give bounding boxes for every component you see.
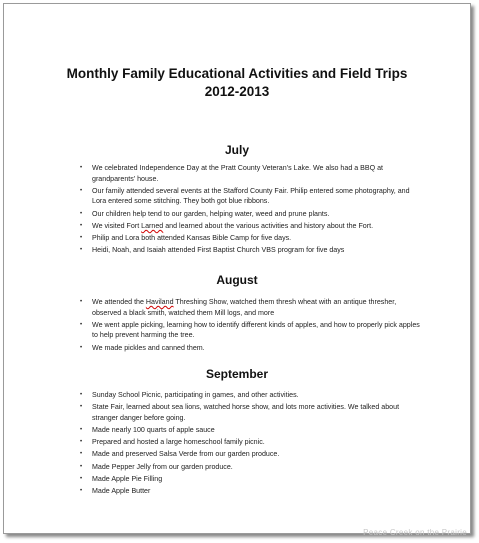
bullet-icon: • — [80, 463, 83, 470]
bullet-icon: • — [80, 451, 83, 458]
bullet-icon: • — [80, 487, 83, 494]
bullet-icon: • — [80, 187, 83, 194]
bullet-icon: • — [80, 321, 83, 328]
list-item — [80, 437, 420, 448]
list-item-text: Made Pepper Jelly from our garden produce. — [92, 462, 233, 471]
list-item — [80, 486, 420, 497]
document-year: 2012-2013 — [204, 84, 270, 99]
list-item — [80, 186, 420, 207]
bullet-icon: • — [80, 234, 83, 241]
spellcheck-word: Haviland — [145, 298, 174, 306]
list-item-text: Made Apple Butter — [92, 486, 151, 495]
list-item-text: We celebrated Independence Day at the Pratt County Veteran’s Lake. We also had a BBQ at grandparents’ house. — [92, 164, 384, 183]
list-item — [80, 163, 420, 184]
august-list — [80, 297, 420, 355]
bullet-icon: • — [80, 439, 83, 446]
bullet-icon: • — [80, 247, 83, 254]
list-item — [80, 402, 420, 423]
september-list — [80, 390, 420, 498]
list-item-text: We attended the — [92, 298, 146, 306]
watermark: Peace Creek on the Prairie — [363, 528, 467, 537]
section-heading-september: September — [205, 367, 269, 381]
list-item-text: Prepared and hosted a large homeschool family picnic. — [92, 438, 265, 447]
list-item-text: We visited Fort — [92, 221, 142, 230]
list-item-text: Made Apple Pie Filling — [92, 474, 163, 483]
spellcheck-word: Larned — [141, 221, 164, 230]
list-item-text: Threshing Show, watched them thresh wheat with an antique thresher, observed a black smith, watched them Mill logs, and more — [92, 298, 397, 317]
list-item-text: Made and preserved Salsa Verde from our garden produce. — [92, 450, 280, 459]
list-item — [80, 245, 420, 256]
list-item — [80, 320, 420, 341]
bullet-icon: • — [80, 392, 83, 398]
list-item — [80, 462, 420, 473]
list-item-text: Our children help tend to our garden, helping water, weed and prune plants. — [92, 209, 330, 218]
section-heading-august: August — [216, 273, 258, 287]
list-item — [80, 209, 420, 220]
list-item — [80, 390, 420, 401]
list-item — [80, 221, 420, 232]
list-item-text: Sunday School Picnic, participating in games, and other activities. — [92, 391, 299, 399]
bullet-icon: • — [80, 210, 83, 217]
bullet-icon: • — [80, 344, 83, 351]
list-item — [80, 343, 420, 354]
list-item — [80, 449, 420, 460]
list-item — [80, 425, 420, 436]
list-item-text: We went apple picking, learning how to identify different kinds of apples, and how to properly pick apples to help prevent harming the tree. — [92, 320, 420, 340]
list-item-text: Philip and Lora both attended Kansas Bible Camp for five days. — [92, 233, 292, 242]
bullet-icon: • — [80, 165, 83, 171]
list-item-text: Our family attended several events at the Stafford County Fair. Philip entered some photography, and Lora entered some stitching. They both got blue ribbons. — [92, 186, 410, 206]
bullet-icon: • — [80, 426, 83, 433]
document-page — [3, 3, 471, 534]
bullet-icon: • — [80, 299, 83, 305]
document-title: Monthly Family Educational Activities and Field Trips — [66, 66, 408, 81]
bullet-icon: • — [80, 222, 83, 229]
list-item-text: and learned about the various activities and history about the Fort. — [163, 221, 374, 230]
list-item-text: Heidi, Noah, and Isaiah attended First Baptist Church VBS program for five days — [92, 246, 345, 255]
section-heading-july: July — [224, 143, 249, 157]
bullet-icon: • — [80, 404, 83, 411]
list-item — [80, 297, 420, 318]
list-item — [80, 233, 420, 244]
july-list — [80, 163, 420, 257]
list-item-text: We made pickles and canned them. — [92, 343, 205, 352]
document-body — [4, 4, 470, 533]
list-item-text: State Fair, learned about sea lions, watched horse show, and lots more activities. We talked about stranger danger before going. — [92, 403, 400, 422]
bullet-icon: • — [80, 475, 83, 482]
list-item — [80, 474, 420, 485]
list-item-text: Made nearly 100 quarts of apple sauce — [92, 425, 215, 434]
